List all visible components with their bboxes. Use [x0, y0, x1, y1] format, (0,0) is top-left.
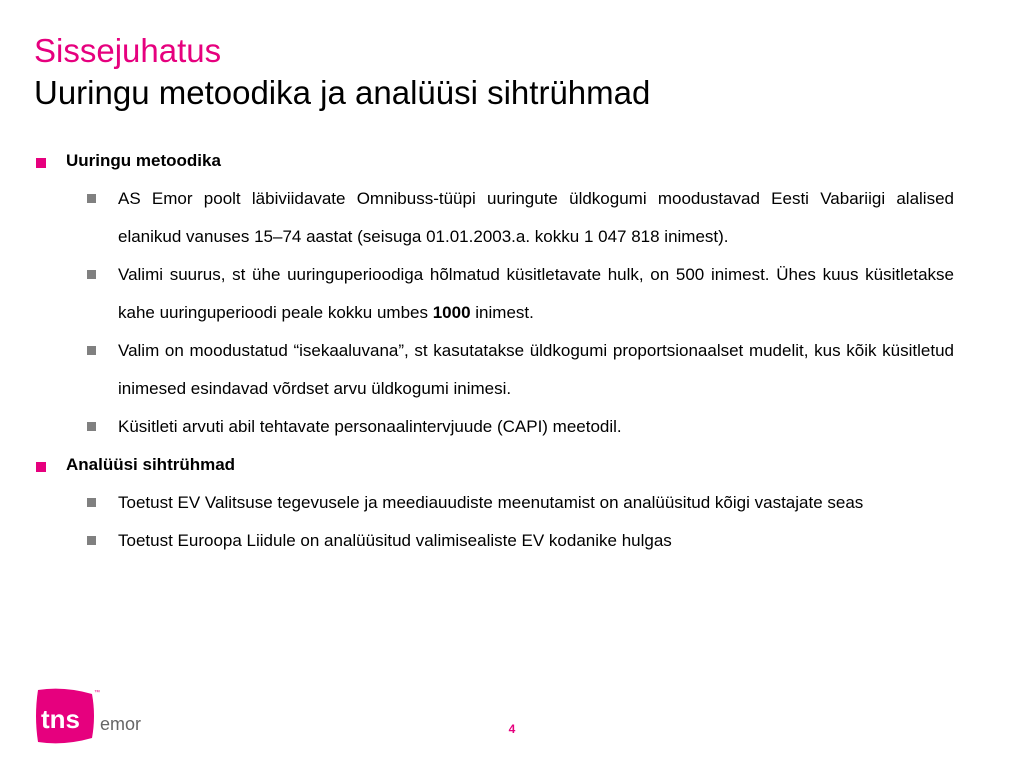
- logo-tm-text: ™: [94, 690, 100, 696]
- list-item-text: Toetust Euroopa Liidule on analüüsitud valimisealiste EV kodanike hulgas: [118, 531, 672, 550]
- page-number: 4: [508, 722, 516, 736]
- list-item: [118, 484, 954, 522]
- square-bullet-icon: [87, 270, 96, 279]
- logo-brand-text: tns: [41, 704, 80, 734]
- list-item-text: Valim on moodustatud “isekaaluvana”, st kasutatakse üldkogumi proportsionaalset mudelit, kus kõik küsitletud inimesed esindavad võrdset arvu üldkogumi inimesi.: [118, 341, 954, 398]
- list-item: [118, 522, 954, 560]
- square-bullet-icon: [87, 498, 96, 507]
- section-heading: [66, 146, 954, 176]
- list-item-text: AS Emor poolt läbiviidavate Omnibuss-tüüpi uuringute üldkogumi moodustavad Eesti Vabariigi alalised elanikud vanuses 15–74 aastat (seisuga 01.01.2003.a. kokku 1 047 818 inimest).: [118, 189, 954, 246]
- square-bullet-icon: [87, 346, 96, 355]
- square-bullet-icon: [36, 158, 46, 168]
- title-sub: Uuringu metoodika ja analüüsi sihtrühmad: [34, 74, 651, 111]
- list-item-text: Küsitleti arvuti abil tehtavate personaalintervjuude (CAPI) meetodil.: [118, 417, 622, 436]
- square-bullet-icon: [87, 422, 96, 431]
- list-item-text: Toetust EV Valitsuse tegevusele ja meediauudiste meenutamist on analüüsitud kõigi vastajate seas: [118, 493, 864, 512]
- section-target-groups: [34, 450, 954, 560]
- list-item: [118, 408, 954, 446]
- slide-title: [34, 30, 994, 114]
- bullet-list: [66, 484, 954, 560]
- section-heading-text: Analüüsi sihtrühmad: [66, 455, 236, 474]
- list-item: [118, 256, 954, 332]
- slide-content: [34, 146, 954, 560]
- list-item: [118, 180, 954, 256]
- square-bullet-icon: [36, 462, 46, 472]
- list-item-text-end: inimest.: [470, 303, 534, 322]
- list-item-bold-value: 1000: [432, 303, 471, 322]
- list-item: [118, 332, 954, 408]
- logo-sub-text: emor: [100, 714, 142, 734]
- square-bullet-icon: [87, 536, 96, 545]
- square-bullet-icon: [87, 194, 96, 203]
- section-heading-text: Uuringu metoodika: [66, 151, 221, 170]
- bullet-list: [66, 180, 954, 446]
- list-item-text: Valimi suurus, st ühe uuringuperioodiga hõlmatud küsitletavate hulk, on 500 inimest. Ühes kuus küsitletakse kahe uuringuperioodi peale kokku umbes: [118, 265, 954, 322]
- tns-emor-logo: [34, 686, 144, 746]
- section-heading: [66, 450, 954, 480]
- title-main: Sissejuhatus: [34, 32, 222, 69]
- section-methodology: [34, 146, 954, 446]
